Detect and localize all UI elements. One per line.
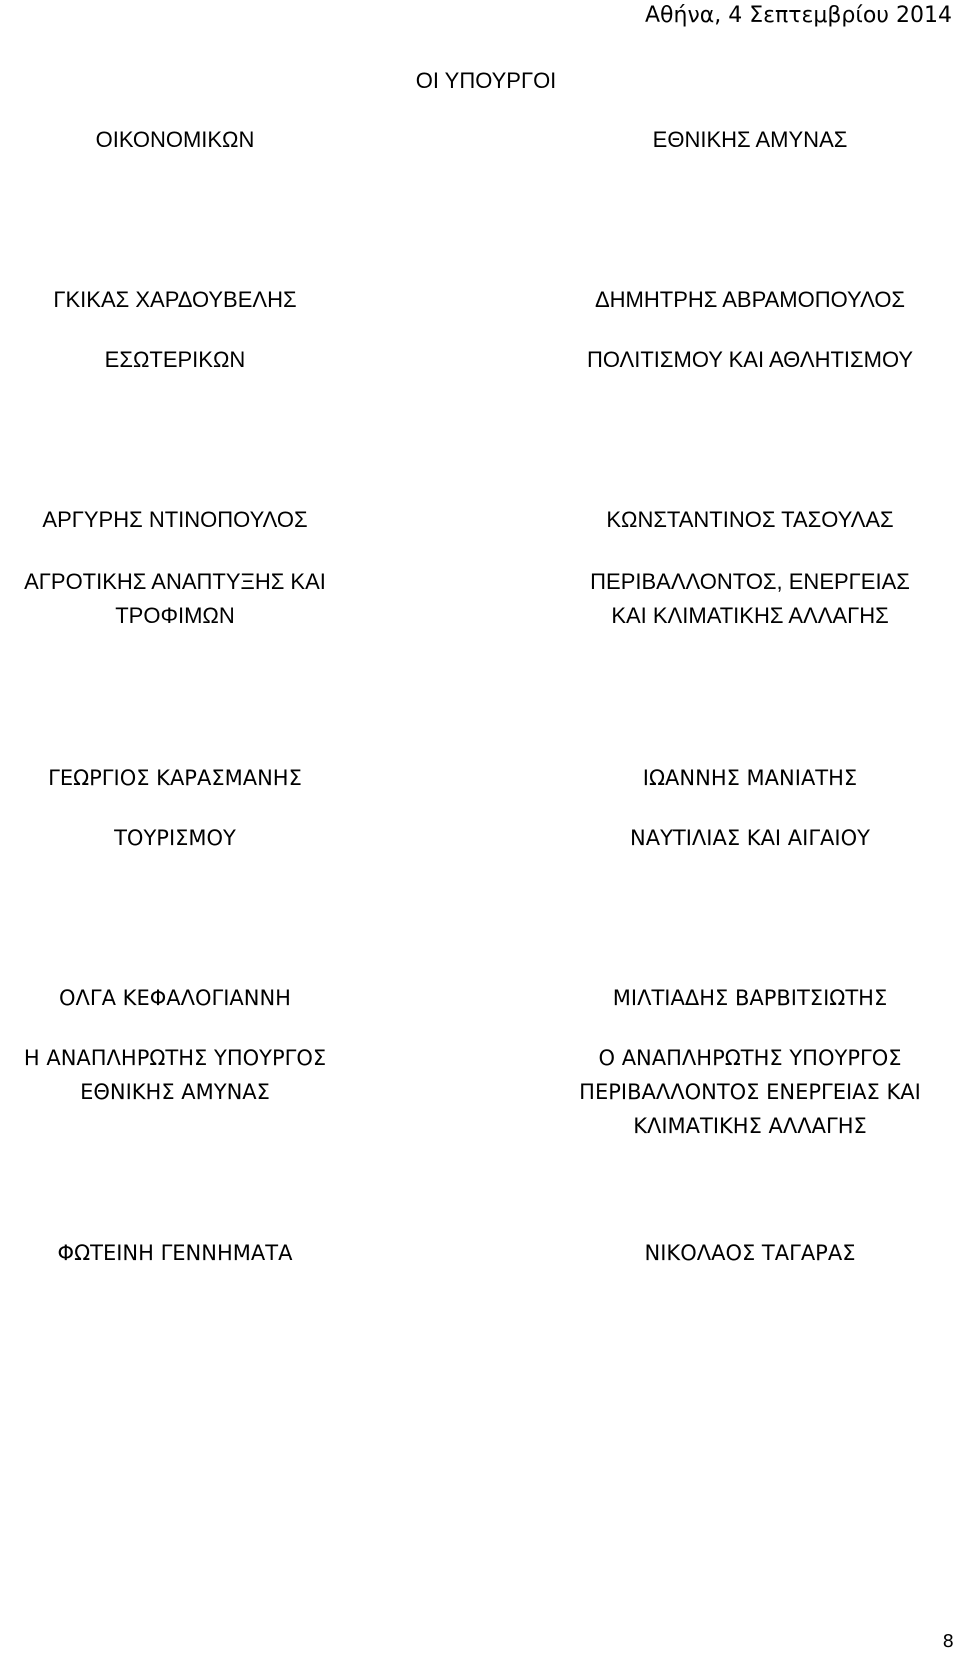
minister-name-line: ΚΩΝΣΤΑΝΤΙΝΟΣ ΤΑΣΟΥΛΑΣ bbox=[606, 507, 894, 532]
ministry-line: ΠΕΡΙΒΑΛΛΟΝΤΟΣ, ΕΝΕΡΓΕΙΑΣ bbox=[590, 569, 910, 594]
ministry-line: ΕΣΩΤΕΡΙΚΩΝ bbox=[104, 347, 246, 372]
ministry-line: ΚΛΙΜΑΤΙΚΗΣ ΑΛΛΑΓΗΣ bbox=[633, 1114, 867, 1138]
page-number: 8 bbox=[942, 1631, 954, 1652]
minister-name-line: ΝΙΚΟΛΑΟΣ ΤΑΓΑΡΑΣ bbox=[644, 1241, 856, 1265]
ministry-line: ΤΡΟΦΙΜΩΝ bbox=[115, 603, 235, 628]
ministry-line: ΚΑΙ ΚΛΙΜΑΤΙΚΗΣ ΑΛΛΑΓΗΣ bbox=[611, 603, 889, 628]
minister-name bbox=[560, 981, 940, 1015]
minister-name bbox=[0, 761, 350, 795]
minister-name bbox=[0, 283, 350, 317]
minister-name-line: ΟΛΓΑ ΚΕΦΑΛΟΓΙΑΝΝΗ bbox=[59, 986, 291, 1010]
ministry-line: ΟΙΚΟΝΟΜΙΚΩΝ bbox=[95, 127, 255, 152]
ministry-label bbox=[560, 1041, 940, 1143]
minister-name-line: ΔΗΜΗΤΡΗΣ ΑΒΡΑΜΟΠΟΥΛΟΣ bbox=[594, 287, 906, 312]
ministry-line: ΠΕΡΙΒΑΛΛΟΝΤΟΣ ΕΝΕΡΓΕΙΑΣ ΚΑΙ bbox=[579, 1080, 921, 1104]
ministry-line: Η ΑΝΑΠΛΗΡΩΤΗΣ ΥΠΟΥΡΓΟΣ bbox=[23, 1046, 327, 1070]
ministry-line: ΝΑΥΤΙΛΙΑΣ ΚΑΙ ΑΙΓΑΙΟΥ bbox=[630, 826, 870, 850]
ministry-label bbox=[560, 821, 940, 855]
ministry-label bbox=[0, 1041, 350, 1109]
minister-name bbox=[560, 283, 940, 317]
ministry-line: ΕΘΝΙΚΗΣ ΑΜΥΝΑΣ bbox=[652, 127, 848, 152]
ministry-label bbox=[0, 123, 350, 157]
minister-name-line: ΦΩΤΕΙΝΗ ΓΕΝΝΗΜΑΤΑ bbox=[57, 1241, 293, 1265]
minister-name bbox=[0, 1236, 350, 1270]
minister-name-line: ΙΩΑΝΝΗΣ ΜΑΝΙΑΤΗΣ bbox=[642, 766, 858, 790]
minister-name-line: ΓΕΩΡΓΙΟΣ ΚΑΡΑΣΜΑΝΗΣ bbox=[48, 766, 302, 790]
minister-name-line: ΑΡΓΥΡΗΣ ΝΤΙΝΟΠΟΥΛΟΣ bbox=[42, 507, 308, 532]
ministry-line: Ο ΑΝΑΠΛΗΡΩΤΗΣ ΥΠΟΥΡΓΟΣ bbox=[598, 1046, 902, 1070]
document-date: Αθήνα, 4 Σεπτεμβρίου 2014 bbox=[644, 3, 952, 28]
ministry-label bbox=[0, 343, 350, 377]
minister-name-line: ΜΙΛΤΙΑΔΗΣ ΒΑΡΒΙΤΣΙΩΤΗΣ bbox=[612, 986, 888, 1010]
ministry-line: ΕΘΝΙΚΗΣ ΑΜΥΝΑΣ bbox=[80, 1080, 270, 1104]
ministry-label bbox=[0, 565, 350, 633]
minister-name bbox=[560, 1236, 940, 1270]
ministry-line: ΑΓΡΟΤΙΚΗΣ ΑΝΑΠΤΥΞΗΣ ΚΑΙ bbox=[24, 569, 326, 594]
section-heading: ΟΙ ΥΠΟΥΡΓΟΙ bbox=[415, 68, 557, 93]
ministry-label bbox=[560, 343, 940, 377]
minister-name bbox=[560, 503, 940, 537]
minister-name-line: ΓΚΙΚΑΣ ΧΑΡΔΟΥΒΕΛΗΣ bbox=[53, 287, 297, 312]
minister-name bbox=[0, 503, 350, 537]
ministry-label bbox=[0, 821, 350, 855]
ministry-label bbox=[560, 123, 940, 157]
minister-name bbox=[560, 761, 940, 795]
ministry-label bbox=[560, 565, 940, 633]
ministry-line: ΤΟΥΡΙΣΜΟΥ bbox=[114, 826, 236, 850]
minister-name bbox=[0, 981, 350, 1015]
ministry-line: ΠΟΛΙΤΙΣΜΟΥ ΚΑΙ ΑΘΛΗΤΙΣΜΟΥ bbox=[586, 347, 914, 372]
